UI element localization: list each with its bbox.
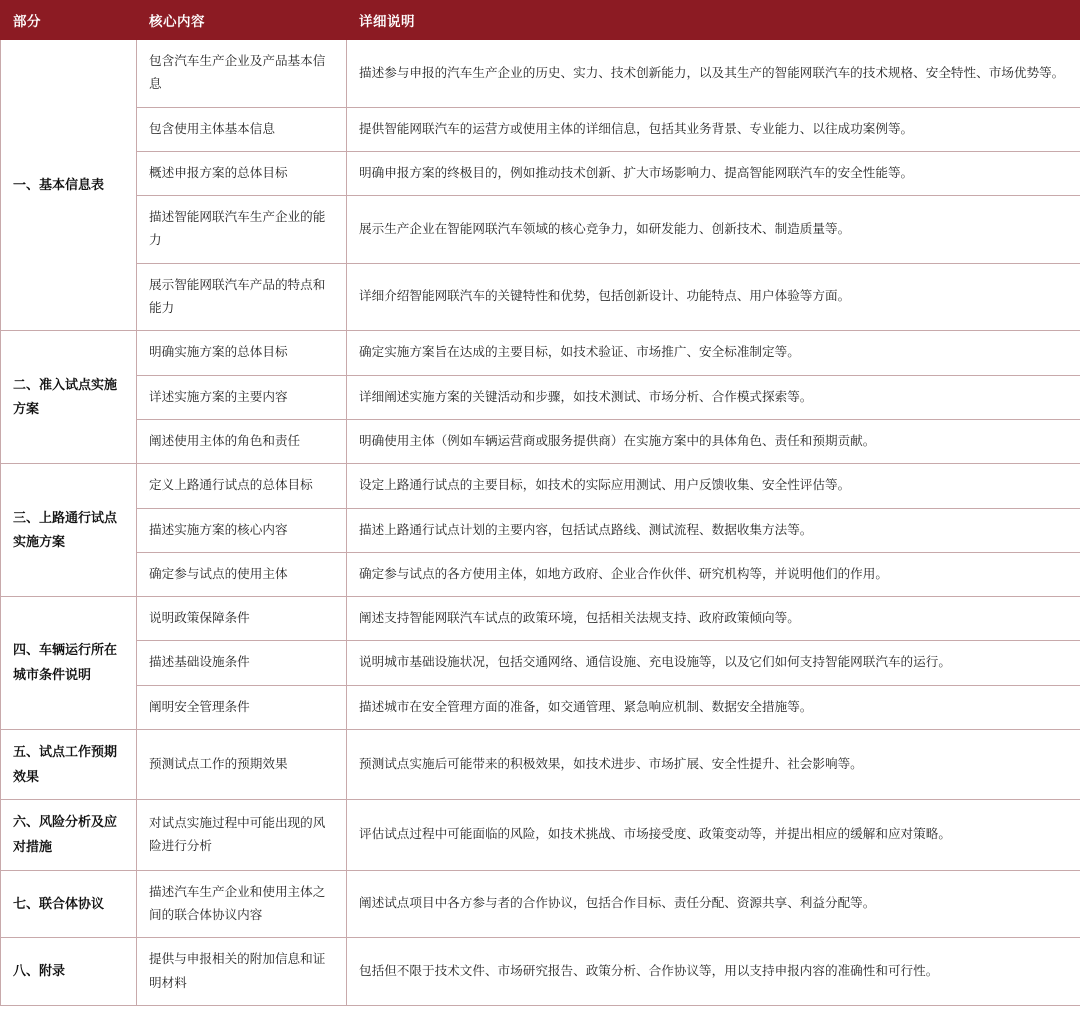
core-content-cell: 提供与申报相关的附加信息和证明材料 xyxy=(137,938,347,1006)
table-row xyxy=(1,375,1080,419)
table-row xyxy=(1,641,1080,685)
core-content-cell: 说明政策保障条件 xyxy=(137,597,347,641)
section-name-cell: 八、附录 xyxy=(1,938,137,1006)
table-row xyxy=(1,196,1080,264)
detail-cell: 预测试点实施后可能带来的积极效果，如技术进步、市场扩展、安全性提升、社会影响等。 xyxy=(347,730,1080,800)
table-row xyxy=(1,40,1080,108)
core-content-cell: 预测试点工作的预期效果 xyxy=(137,730,347,800)
core-content-cell: 描述汽车生产企业和使用主体之间的联合体协议内容 xyxy=(137,870,347,938)
table-row xyxy=(1,263,1080,331)
core-content-cell: 明确实施方案的总体目标 xyxy=(137,331,347,375)
table-row xyxy=(1,331,1080,375)
column-header-core: 核心内容 xyxy=(137,1,347,40)
detail-cell: 详细介绍智能网联汽车的关键特性和优势，包括创新设计、功能特点、用户体验等方面。 xyxy=(347,263,1080,331)
detail-cell: 评估试点过程中可能面临的风险，如技术挑战、市场接受度、政策变动等，并提出相应的缓解和应对策略。 xyxy=(347,800,1080,870)
core-content-cell: 描述基础设施条件 xyxy=(137,641,347,685)
core-content-cell: 包含汽车生产企业及产品基本信息 xyxy=(137,40,347,108)
detail-cell: 说明城市基础设施状况，包括交通网络、通信设施、充电设施等，以及它们如何支持智能网联汽车的运行。 xyxy=(347,641,1080,685)
section-name-cell: 二、准入试点实施方案 xyxy=(1,331,137,464)
table-row xyxy=(1,870,1080,938)
table-row xyxy=(1,552,1080,596)
table-body xyxy=(1,40,1080,1006)
core-content-cell: 描述智能网联汽车生产企业的能力 xyxy=(137,196,347,264)
core-content-cell: 概述申报方案的总体目标 xyxy=(137,151,347,195)
core-content-cell: 详述实施方案的主要内容 xyxy=(137,375,347,419)
section-name-cell: 五、试点工作预期效果 xyxy=(1,730,137,800)
section-name-cell: 六、风险分析及应对措施 xyxy=(1,800,137,870)
detail-cell: 阐述支持智能网联汽车试点的政策环境，包括相关法规支持、政府政策倾向等。 xyxy=(347,597,1080,641)
table-row xyxy=(1,597,1080,641)
core-content-cell: 描述实施方案的核心内容 xyxy=(137,508,347,552)
detail-cell: 详细阐述实施方案的关键活动和步骤，如技术测试、市场分析、合作模式探索等。 xyxy=(347,375,1080,419)
core-content-cell: 展示智能网联汽车产品的特点和能力 xyxy=(137,263,347,331)
table-header xyxy=(1,1,1080,40)
detail-cell: 描述上路通行试点计划的主要内容，包括试点路线、测试流程、数据收集方法等。 xyxy=(347,508,1080,552)
section-name-cell: 一、基本信息表 xyxy=(1,40,137,331)
detail-cell: 提供智能网联汽车的运营方或使用主体的详细信息，包括其业务背景、专业能力、以往成功案例等。 xyxy=(347,107,1080,151)
table-row xyxy=(1,730,1080,800)
detail-cell: 确定参与试点的各方使用主体，如地方政府、企业合作伙伴、研究机构等，并说明他们的作用。 xyxy=(347,552,1080,596)
table-header-row xyxy=(1,1,1080,40)
detail-cell: 展示生产企业在智能网联汽车领域的核心竞争力，如研发能力、创新技术、制造质量等。 xyxy=(347,196,1080,264)
detail-cell: 确定实施方案旨在达成的主要目标，如技术验证、市场推广、安全标准制定等。 xyxy=(347,331,1080,375)
table-row xyxy=(1,938,1080,1006)
column-header-section: 部分 xyxy=(1,1,137,40)
table-row xyxy=(1,800,1080,870)
core-content-cell: 包含使用主体基本信息 xyxy=(137,107,347,151)
detail-cell: 明确使用主体（例如车辆运营商或服务提供商）在实施方案中的具体角色、责任和预期贡献。 xyxy=(347,419,1080,463)
table-row xyxy=(1,151,1080,195)
detail-cell: 包括但不限于技术文件、市场研究报告、政策分析、合作协议等，用以支持申报内容的准确性和可行性。 xyxy=(347,938,1080,1006)
column-header-detail: 详细说明 xyxy=(347,1,1080,40)
core-content-cell: 定义上路通行试点的总体目标 xyxy=(137,464,347,508)
table-row xyxy=(1,508,1080,552)
detail-cell: 设定上路通行试点的主要目标，如技术的实际应用测试、用户反馈收集、安全性评估等。 xyxy=(347,464,1080,508)
core-content-cell: 阐明安全管理条件 xyxy=(137,685,347,729)
detail-cell: 阐述试点项目中各方参与者的合作协议，包括合作目标、责任分配、资源共享、利益分配等。 xyxy=(347,870,1080,938)
section-name-cell: 四、车辆运行所在城市条件说明 xyxy=(1,597,137,730)
section-name-cell: 七、联合体协议 xyxy=(1,870,137,938)
detail-cell: 描述城市在安全管理方面的准备，如交通管理、紧急响应机制、数据安全措施等。 xyxy=(347,685,1080,729)
core-content-cell: 阐述使用主体的角色和责任 xyxy=(137,419,347,463)
core-content-cell: 对试点实施过程中可能出现的风险进行分析 xyxy=(137,800,347,870)
section-name-cell: 三、上路通行试点实施方案 xyxy=(1,464,137,597)
table-row xyxy=(1,107,1080,151)
table-row xyxy=(1,419,1080,463)
table-row xyxy=(1,685,1080,729)
detail-cell: 明确申报方案的终极目的，例如推动技术创新、扩大市场影响力、提高智能网联汽车的安全性能等。 xyxy=(347,151,1080,195)
detail-cell: 描述参与申报的汽车生产企业的历史、实力、技术创新能力，以及其生产的智能网联汽车的技术规格、安全特性、市场优势等。 xyxy=(347,40,1080,108)
table-row xyxy=(1,464,1080,508)
core-content-cell: 确定参与试点的使用主体 xyxy=(137,552,347,596)
